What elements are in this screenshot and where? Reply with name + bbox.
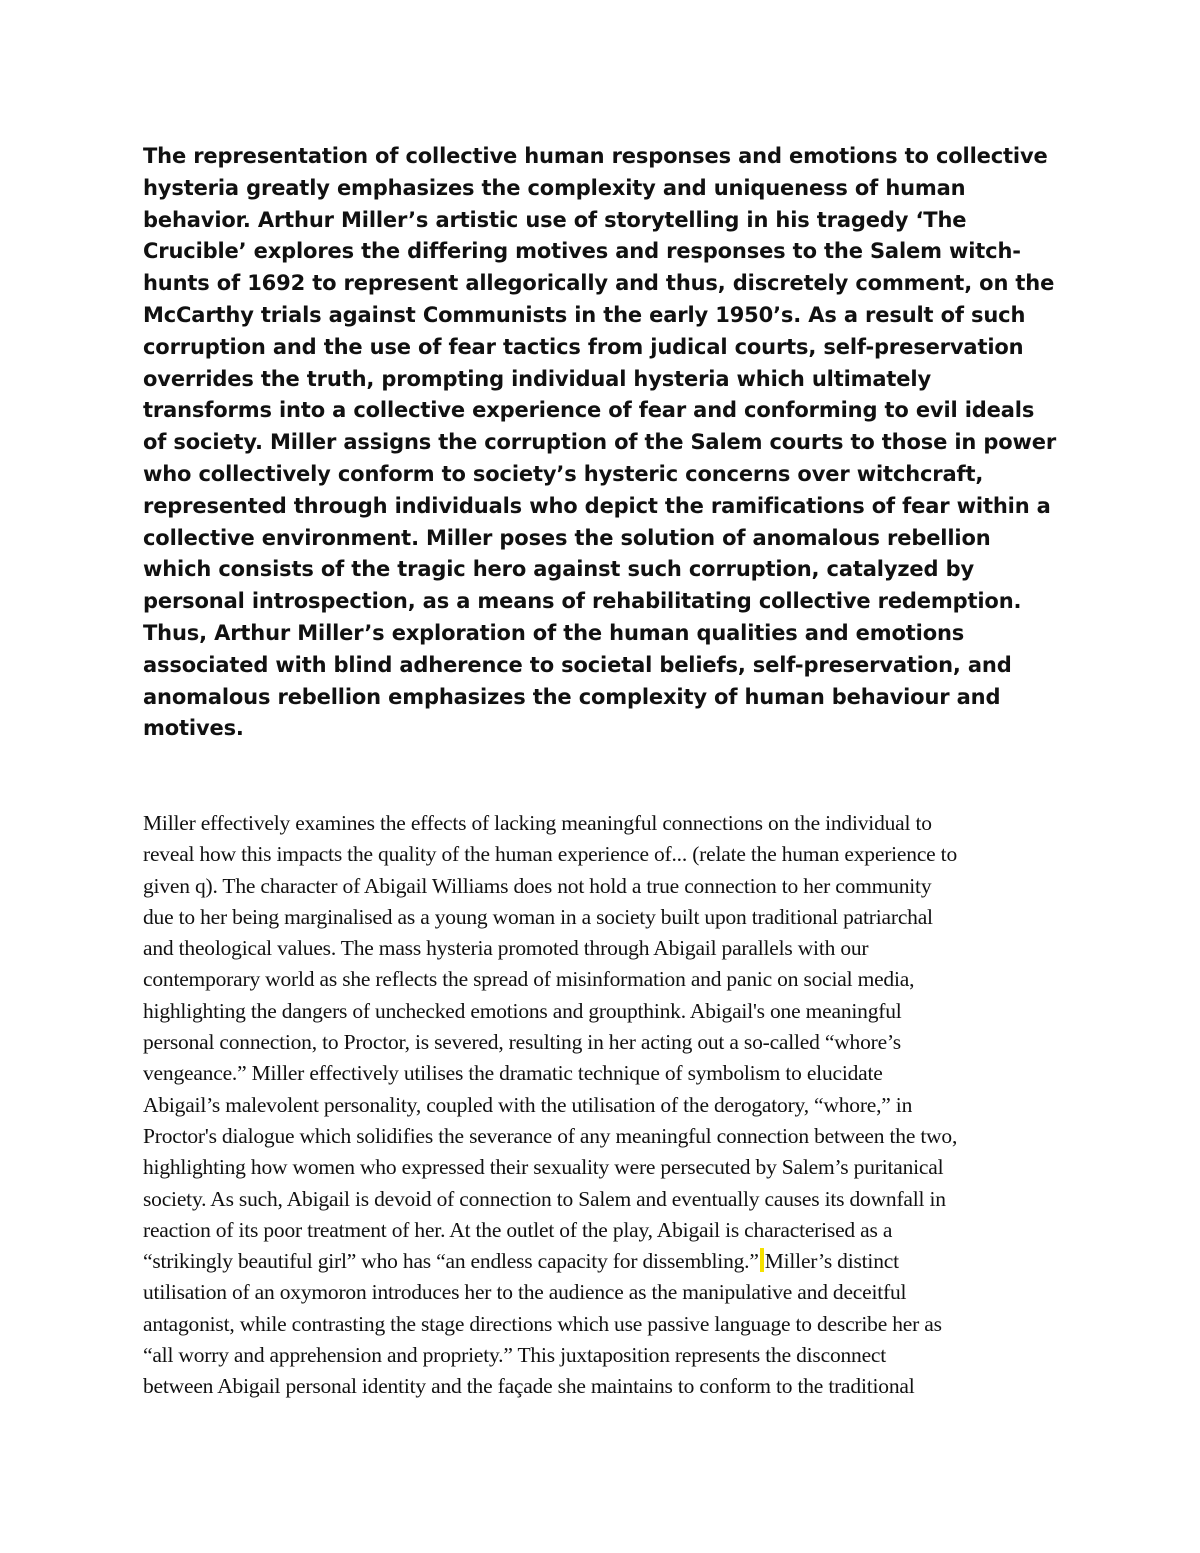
continuation-text: Miller’s distinct: [764, 1249, 899, 1274]
text-line: transforms into a collective experience of fear and conforming to evil ideals: [143, 398, 1035, 423]
text-line: reaction of its poor treatment of her. At the outlet of the play, Abigail is characterised as a: [143, 1217, 893, 1242]
text-line: antagonist, while contrasting the stage directions which use passive language to describe her as: [143, 1311, 942, 1336]
text-line: motives.: [143, 716, 244, 741]
text-line: anomalous rebellion emphasizes the complexity of human behaviour and: [143, 684, 1001, 709]
text-line: Proctor's dialogue which solidifies the severance of any meaningful connection between the two,: [143, 1123, 958, 1148]
text-line: Miller effectively examines the effects of lacking meaningful connections on the individual to: [143, 811, 932, 835]
text-highlight-marker: [760, 1248, 764, 1272]
text-line: hunts of 1692 to represent allegorically and thus, discretely comment, on the: [143, 271, 1055, 296]
text-line: of society. Miller assigns the corruption of the Salem courts to those in power: [143, 430, 1057, 455]
text-line: reveal how this impacts the quality of the human experience of... (relate the human experience to: [143, 842, 957, 867]
text-line: highlighting how women who expressed their sexuality were persecuted by Salem’s puritanical: [143, 1155, 944, 1180]
text-line: “all worry and apprehension and propriety.” This juxtaposition represents the disconnect: [143, 1343, 887, 1368]
text-line: represented through individuals who depict the ramifications of fear within a: [143, 493, 1051, 518]
text-line: given q). The character of Abigail Williams does not hold a true connection to her community: [143, 873, 932, 898]
serif-paragraph: [143, 808, 1068, 1403]
text-line: Abigail’s malevolent personality, coupled with the utilisation of the derogatory, “whore,” in: [143, 1092, 913, 1117]
text-line: between Abigail personal identity and the façade she maintains to conform to the traditional: [143, 1374, 915, 1399]
text-line: society. As such, Abigail is devoid of connection to Salem and eventually causes its downfall in: [143, 1186, 946, 1211]
text-line: who collectively conform to society’s hysteric concerns over witchcraft,: [143, 461, 984, 486]
text-line: hysteria greatly emphasizes the complexity and uniqueness of human: [143, 175, 966, 200]
text-line: highlighting the dangers of unchecked emotions and groupthink. Abigail's one meaningful: [143, 998, 902, 1023]
text-line: vengeance.” Miller effectively utilises the dramatic technique of symbolism to elucidate: [143, 1061, 883, 1086]
bold-paragraph: [143, 141, 1073, 745]
text-line: corruption and the use of fear tactics from judical courts, self-preservation: [143, 334, 1024, 359]
text-line: McCarthy trials against Communists in the early 1950’s. As a result of such: [143, 302, 1026, 327]
text-line: Thus, Arthur Miller’s exploration of the human qualities and emotions: [143, 620, 965, 645]
text-line: associated with blind adherence to societal beliefs, self-preservation, and: [143, 652, 1012, 677]
text-line: which consists of the tragic hero against such corruption, catalyzed by: [143, 557, 974, 582]
text-line: utilisation of an oxymoron introduces her to the audience as the manipulative and deceitful: [143, 1280, 907, 1305]
text-line: personal connection, to Proctor, is severed, resulting in her acting out a so-called “whore’s: [143, 1030, 901, 1055]
text-line: The representation of collective human responses and emotions to collective: [143, 144, 1048, 168]
text-line: overrides the truth, prompting individual hysteria which ultimately: [143, 366, 931, 391]
text-line: Crucible’ explores the differing motives and responses to the Salem witch-: [143, 239, 1021, 264]
text-line: behavior. Arthur Miller’s artistic use of storytelling in his tragedy ‘The: [143, 207, 967, 232]
text-line: contemporary world as she reflects the spread of misinformation and panic on social media,: [143, 967, 915, 992]
quote-text: “strikingly beautiful girl” who has “an endless capacity for dissembling.”: [143, 1249, 759, 1274]
highlighted-text-line: [143, 1246, 1068, 1277]
text-line: due to her being marginalised as a young woman in a society built upon traditional patriarchal: [143, 904, 933, 929]
text-line: personal introspection, as a means of rehabilitating collective redemption.: [143, 589, 1022, 614]
text-line: collective environment. Miller poses the solution of anomalous rebellion: [143, 525, 991, 550]
text-line: and theological values. The mass hysteria promoted through Abigail parallels with our: [143, 936, 869, 961]
